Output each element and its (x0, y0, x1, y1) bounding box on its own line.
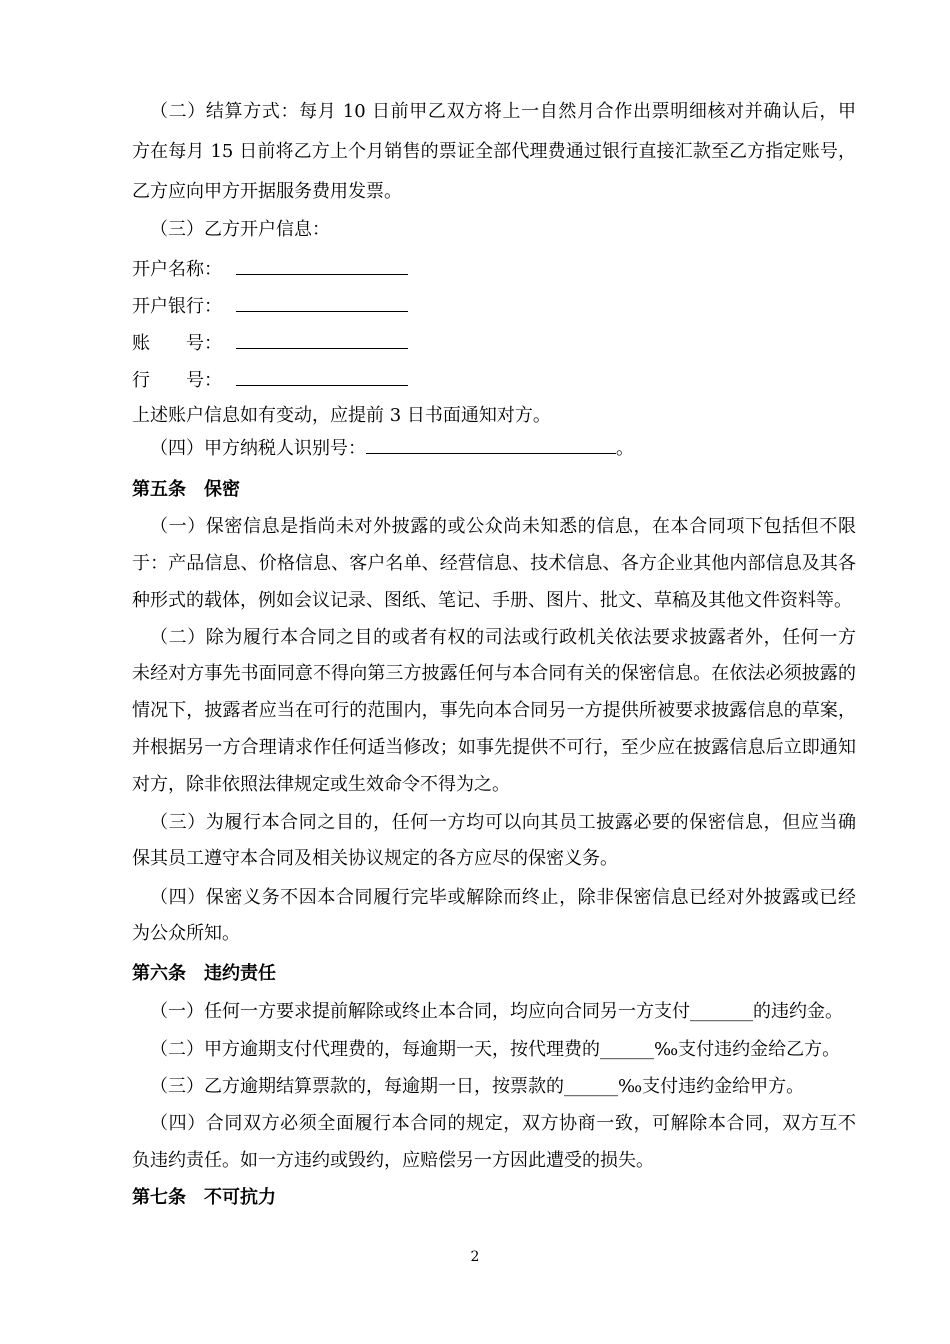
account-no-blank (236, 330, 408, 349)
bank-no-label: 行 号： (132, 370, 222, 391)
bank-blank (236, 293, 408, 312)
confidential-p3-line-2: 保其员工遵守本合同及相关协议规定的各方应尽的保密义务。 (132, 848, 618, 869)
bank-no-blank (236, 367, 408, 386)
change-notice: 上述账户信息如有变动，应提前 3 日书面通知对方。 (132, 405, 551, 426)
page-number: 2 (470, 1249, 480, 1265)
settlement-line-3: 乙方应向甲方开据服务费用发票。 (132, 181, 402, 202)
confidential-p2-line-4: 并根据另一方合理请求作任何适当修改；如事先提供不可行，至少应在披露信息后立即通知 (132, 737, 856, 758)
liability-p1-text: （一）任何一方要求提前解除或终止本合同，均应向合同另一方支付 (150, 1001, 690, 1022)
account-name-blank (236, 256, 408, 275)
account-name-label: 开户名称： (132, 259, 222, 280)
bank-no-row (132, 367, 408, 393)
confidential-p1-line-2: 于：产品信息、价格信息、客户名单、经营信息、技术信息、各方企业其他内部信息及其各 (132, 553, 856, 574)
confidential-p2-line-2: 未经对方事先书面同意不得向第三方披露任何与本合同有关的保密信息。在依法必须披露的 (132, 663, 856, 684)
confidential-p1-line-1: （一）保密信息是指尚未对外披露的或公众尚未知悉的信息，在本合同项下包括但不限 (150, 516, 856, 537)
liability-p1-end: 的违约金。 (753, 1001, 843, 1022)
account-name-row (132, 256, 408, 282)
section-7-heading: 第七条 不可抗力 (132, 1187, 276, 1208)
confidential-p2-line-1: （二）除为履行本合同之目的或者有权的司法或行政机关依法要求披露者外，任何一方 (150, 627, 856, 648)
taxpayer-id-blank (366, 435, 616, 454)
settlement-line-2: 方在每月 15 日前将乙方上个月销售的票证全部代理费通过银行直接汇款至乙方指定账号， (132, 141, 856, 162)
section-5-heading: 第五条 保密 (132, 479, 240, 500)
liability-p4-line-1: （四）合同双方必须全面履行本合同的规定，双方协商一致，可解除本合同，双方互不 (150, 1113, 856, 1134)
bank-label: 开户银行： (132, 296, 222, 317)
bank-row (132, 293, 408, 319)
confidential-p4-line-1: （四）保密义务不因本合同履行完毕或解除而终止，除非保密信息已经对外披露或已经 (150, 887, 856, 908)
liability-p1-blank: _______ (690, 1001, 753, 1022)
section-6-heading: 第六条 违约责任 (132, 963, 276, 984)
confidential-p4-line-2: 为公众所知。 (132, 923, 240, 944)
confidential-p3-line-1: （三）为履行本合同之目的，任何一方均可以向其员工披露必要的保密信息，但应当确 (150, 812, 856, 833)
taxpayer-id-row (150, 435, 634, 461)
settlement-line-1: （二）结算方式：每月 10 日前甲乙双方将上一自然月合作出票明细核对并确认后，甲 (150, 101, 856, 122)
liability-p2 (150, 1038, 840, 1062)
liability-p2-text: （二）甲方逾期支付代理费的，每逾期一天，按代理费的 (150, 1039, 600, 1060)
liability-p3-end: ‰支付违约金给甲方。 (618, 1076, 805, 1097)
account-info-heading: （三）乙方开户信息： (150, 219, 330, 240)
liability-p4-line-2: 负违约责任。如一方违约或毁约，应赔偿另一方因此遭受的损失。 (132, 1150, 654, 1171)
liability-p2-end: ‰支付违约金给乙方。 (654, 1039, 841, 1060)
confidential-p1-line-3: 种形式的载体，例如会议记录、图纸、笔记、手册、图片、批文、草稿及其他文件资料等。 (132, 590, 852, 611)
liability-p3-text: （三）乙方逾期结算票款的，每逾期一日，按票款的 (150, 1076, 564, 1097)
taxpayer-id-end: 。 (616, 438, 634, 459)
confidential-p2-line-5: 对方，除非依照法律规定或生效命令不得为之。 (132, 774, 510, 795)
account-no-label: 账 号： (132, 333, 222, 354)
liability-p3 (150, 1075, 804, 1099)
liability-p1 (150, 1000, 843, 1024)
confidential-p2-line-3: 情况下，披露者应当在可行的范围内，事先向本合同另一方提供所被要求披露信息的草案， (132, 700, 856, 721)
account-no-row (132, 330, 408, 356)
liability-p3-blank: ______ (564, 1076, 618, 1097)
taxpayer-id-label: （四）甲方纳税人识别号： (150, 438, 366, 459)
liability-p2-blank: ______ (600, 1039, 654, 1060)
